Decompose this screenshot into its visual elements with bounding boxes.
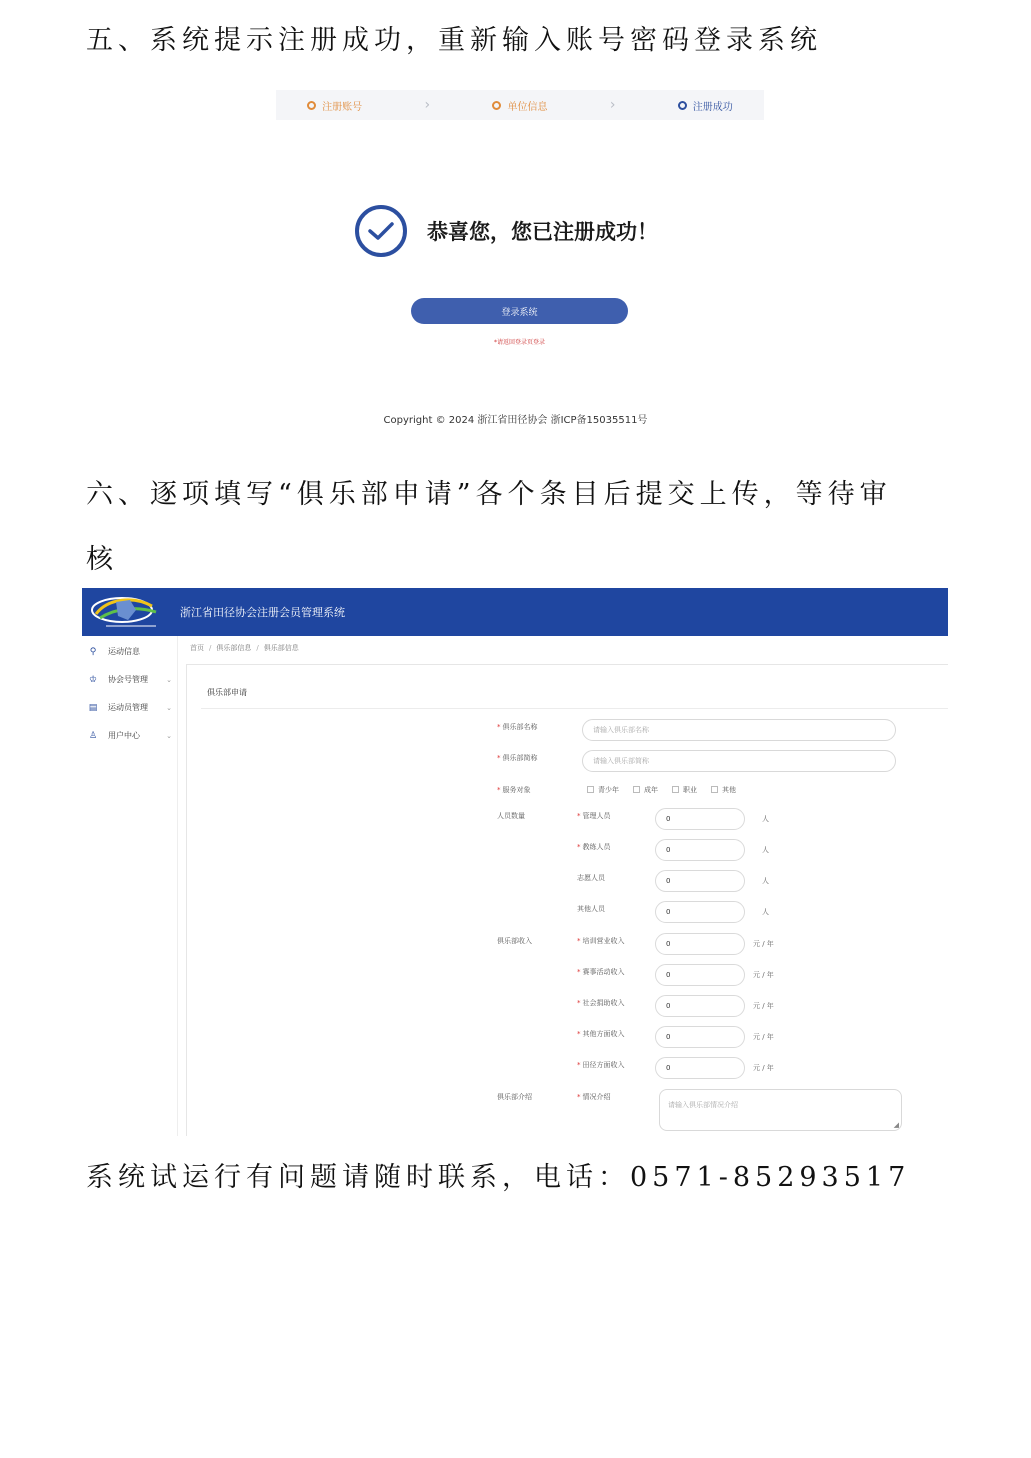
panel-title: 俱乐部申请 bbox=[207, 688, 247, 697]
step-circle-icon bbox=[678, 101, 687, 110]
sidebar-item-athletes[interactable] bbox=[88, 702, 172, 713]
sidebar-item-user-center[interactable] bbox=[88, 730, 172, 741]
breadcrumb: 首页 / 俱乐部信息 / 俱乐部信息 bbox=[190, 644, 299, 652]
section-heading-5: 五、系统提示注册成功，重新输入账号密码登录系统 bbox=[86, 25, 822, 56]
staff-input[interactable]: 0 bbox=[655, 901, 745, 923]
sidebar-item-label: 协会号管理 bbox=[108, 675, 148, 684]
step-register-account bbox=[307, 98, 362, 113]
income-unit: 元 / 年 bbox=[753, 1033, 774, 1041]
sidebar-item-sports-info[interactable] bbox=[88, 646, 172, 657]
file-icon: ▤ bbox=[88, 702, 98, 713]
income-unit: 元 / 年 bbox=[753, 1064, 774, 1072]
success-message: 恭喜您，您已注册成功！ bbox=[427, 220, 658, 244]
sidebar-item-label: 运动信息 bbox=[108, 647, 140, 656]
login-note: *请返回登录页登录 bbox=[493, 339, 545, 346]
login-button[interactable]: 登录系统 bbox=[411, 298, 628, 324]
staff-unit: 人 bbox=[762, 815, 769, 823]
association-logo-icon bbox=[86, 592, 170, 632]
sidebar-item-association[interactable] bbox=[88, 674, 172, 685]
sidebar-item-label: 用户中心 bbox=[108, 731, 140, 740]
step-circle-icon bbox=[492, 101, 501, 110]
service-type-label: * 服务对象 bbox=[497, 786, 531, 794]
staff-group-label: 人员数量 bbox=[497, 812, 525, 820]
contact-line: 系统试运行有问题请随时联系，电话：0571-85293517 bbox=[86, 1162, 911, 1193]
intro-label: * 情况介绍 bbox=[577, 1093, 611, 1101]
intro-textarea[interactable] bbox=[659, 1089, 902, 1131]
income-input[interactable]: 0 bbox=[655, 1057, 745, 1079]
staff-label: * 管理人员 bbox=[577, 812, 611, 820]
staff-unit: 人 bbox=[762, 846, 769, 854]
success-message-row bbox=[355, 205, 658, 257]
app-title: 浙江省田径协会注册会员管理系统 bbox=[180, 606, 345, 619]
club-name-input[interactable]: 请输入俱乐部名称 bbox=[582, 719, 896, 741]
copyright: Copyright © 2024 浙江省田径协会 浙ICP备15035511号 bbox=[383, 415, 648, 426]
chevron-down-icon: ⌄ bbox=[166, 731, 172, 740]
breadcrumb-home[interactable]: 首页 bbox=[190, 644, 204, 652]
staff-input[interactable]: 0 bbox=[655, 839, 745, 861]
breadcrumb-current: 俱乐部信息 bbox=[263, 644, 299, 652]
income-unit: 元 / 年 bbox=[753, 940, 774, 948]
cup-icon: ♔ bbox=[88, 674, 98, 685]
step-label: 注册成功 bbox=[692, 101, 733, 113]
staff-label: 志愿人员 bbox=[577, 874, 605, 882]
user-icon: ♙ bbox=[88, 730, 98, 741]
staff-input[interactable]: 0 bbox=[655, 808, 745, 830]
income-unit: 元 / 年 bbox=[753, 971, 774, 979]
club-name-label: * 俱乐部名称 bbox=[497, 723, 538, 731]
checkbox-other[interactable]: 其他 bbox=[711, 785, 736, 795]
staff-unit: 人 bbox=[762, 877, 769, 885]
income-group-label: 俱乐部收入 bbox=[497, 937, 532, 945]
pin-icon: ⚲ bbox=[89, 646, 97, 657]
chevron-down-icon: ⌄ bbox=[166, 675, 172, 684]
sidebar-item-label: 运动员管理 bbox=[108, 703, 148, 712]
step-register-success bbox=[678, 98, 733, 113]
divider bbox=[201, 708, 948, 709]
chevron-right-icon: › bbox=[424, 97, 431, 113]
income-label: * 社会捐助收入 bbox=[577, 999, 625, 1007]
chevron-down-icon: ⌄ bbox=[166, 703, 172, 712]
staff-input[interactable]: 0 bbox=[655, 870, 745, 892]
chevron-right-icon: › bbox=[609, 97, 616, 113]
step-label: 单位信息 bbox=[507, 101, 548, 113]
club-application-screenshot bbox=[82, 588, 948, 1136]
checkbox-professional[interactable]: 职业 bbox=[672, 785, 697, 795]
section-heading-6: 六、逐项填写“俱乐部申请”各个条目后提交上传，等待审 bbox=[86, 479, 892, 510]
step-label: 注册账号 bbox=[322, 101, 363, 113]
service-type-options bbox=[587, 785, 736, 795]
club-short-name-label: * 俱乐部简称 bbox=[497, 754, 538, 762]
checkbox-adult[interactable]: 成年 bbox=[633, 785, 658, 795]
income-label: * 培训营业收入 bbox=[577, 937, 625, 945]
intro-placeholder: 请输入俱乐部情况介绍 bbox=[668, 1101, 738, 1109]
app-header bbox=[82, 588, 948, 636]
resize-handle-icon[interactable]: ◢ bbox=[893, 1121, 899, 1129]
income-unit: 元 / 年 bbox=[753, 1002, 774, 1010]
check-circle-icon bbox=[355, 205, 407, 257]
income-label: * 其他方面收入 bbox=[577, 1030, 625, 1038]
intro-group-label: 俱乐部介绍 bbox=[497, 1093, 532, 1101]
income-label: * 田径方面收入 bbox=[577, 1061, 625, 1069]
application-panel bbox=[186, 664, 948, 1136]
register-steps bbox=[276, 90, 764, 120]
income-label: * 赛事活动收入 bbox=[577, 968, 625, 976]
sidebar bbox=[82, 636, 178, 1136]
staff-label: 其他人员 bbox=[577, 905, 605, 913]
staff-unit: 人 bbox=[762, 908, 769, 916]
section-heading-6-cont: 核 bbox=[86, 544, 118, 575]
income-input[interactable]: 0 bbox=[655, 964, 745, 986]
checkbox-youth[interactable]: 青少年 bbox=[587, 785, 619, 795]
staff-label: * 教练人员 bbox=[577, 843, 611, 851]
income-input[interactable]: 0 bbox=[655, 1026, 745, 1048]
step-unit-info bbox=[492, 98, 547, 113]
income-input[interactable]: 0 bbox=[655, 995, 745, 1017]
income-input[interactable]: 0 bbox=[655, 933, 745, 955]
step-circle-icon bbox=[307, 101, 316, 110]
breadcrumb-item[interactable]: 俱乐部信息 bbox=[216, 644, 252, 652]
club-short-name-input[interactable]: 请输入俱乐部简称 bbox=[582, 750, 896, 772]
